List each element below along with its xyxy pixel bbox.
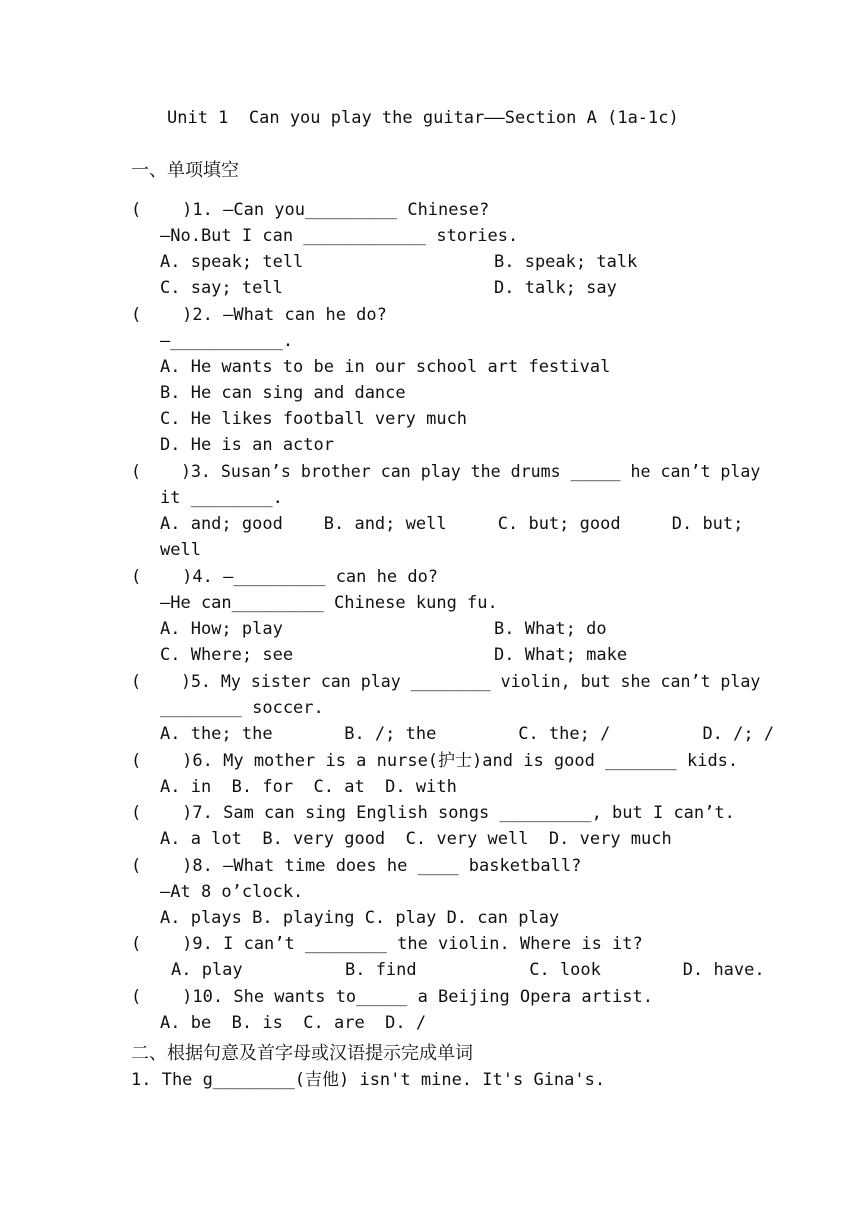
q4-answer-line: —He can_________ Chinese kung fu. — [160, 593, 498, 613]
q8-answer-line: —At 8 o’clock. — [160, 882, 304, 902]
q2-option-a: A. He wants to be in our school art festival — [160, 357, 611, 377]
q2-option-c: C. He likes football very much — [160, 409, 468, 429]
q1-option-a: A. speak; tell — [160, 252, 304, 272]
q4-option-c: C. Where; see — [160, 645, 294, 665]
q4-option-a: A. How; play — [160, 619, 283, 639]
q4-option-d: D. What; make — [494, 645, 628, 665]
q6-stem: ( )6. My mother is a nurse(护士)and is good _______ kids. — [131, 751, 739, 771]
q6-options: A. in B. for C. at D. with — [160, 777, 457, 797]
q1-option-d: D. talk; say — [494, 278, 617, 298]
section-1-heading: 一、单项填空 — [131, 160, 239, 180]
q5-stem: ( )5. My sister can play ________ violin, but she can’t play — [131, 672, 761, 691]
q4-option-b: B. What; do — [494, 619, 607, 639]
section-2-heading: 二、根据句意及首字母或汉语提示完成单词 — [131, 1043, 473, 1063]
q1-option-c: C. say; tell — [160, 278, 283, 298]
q5-options: A. the; the B. /; the C. the; / D. /; / — [160, 724, 775, 744]
q8-stem: ( )8. —What time does he ____ basketball? — [131, 856, 582, 876]
q3-options: A. and; good B. and; well C. but; good D. but; — [160, 514, 744, 534]
q1-option-b: B. speak; talk — [494, 252, 638, 272]
page-title: Unit 1 Can you play the guitar——Section A (1a-1c) — [167, 108, 679, 128]
fill-in-item-1: 1. The g________(吉他) isn't mine. It's Gina's. — [131, 1070, 606, 1090]
q5-stem-cont: ________ soccer. — [160, 698, 324, 718]
q3-stem-cont: it ________. — [160, 488, 283, 508]
q10-options: A. be B. is C. are D. / — [160, 1013, 427, 1033]
q2-blank-line: —___________. — [160, 331, 294, 351]
q2-option-b: B. He can sing and dance — [160, 383, 406, 403]
q8-options: A. plays B. playing C. play D. can play — [160, 908, 560, 928]
q9-stem: ( )9. I can’t ________ the violin. Where is it? — [131, 934, 643, 954]
q7-stem: ( )7. Sam can sing English songs _________, but I can’t. — [131, 803, 735, 823]
q2-option-d: D. He is an actor — [160, 435, 334, 455]
q2-stem: ( )2. —What can he do? — [131, 305, 387, 325]
q10-stem: ( )10. She wants to_____ a Beijing Opera artist. — [131, 987, 653, 1007]
q3-stem: ( )3. Susan’s brother can play the drums _____ he can’t play — [131, 462, 761, 481]
q1-stem: ( )1. —Can you_________ Chinese? — [131, 200, 490, 220]
q7-options: A. a lot B. very good C. very well D. very much — [160, 829, 672, 849]
q9-options: A. play B. find C. look D. have. — [171, 960, 765, 980]
q1-answer-line: —No.But I can ____________ stories. — [160, 226, 519, 246]
q4-stem: ( )4. —_________ can he do? — [131, 567, 439, 587]
q3-options-cont: well — [160, 540, 201, 560]
